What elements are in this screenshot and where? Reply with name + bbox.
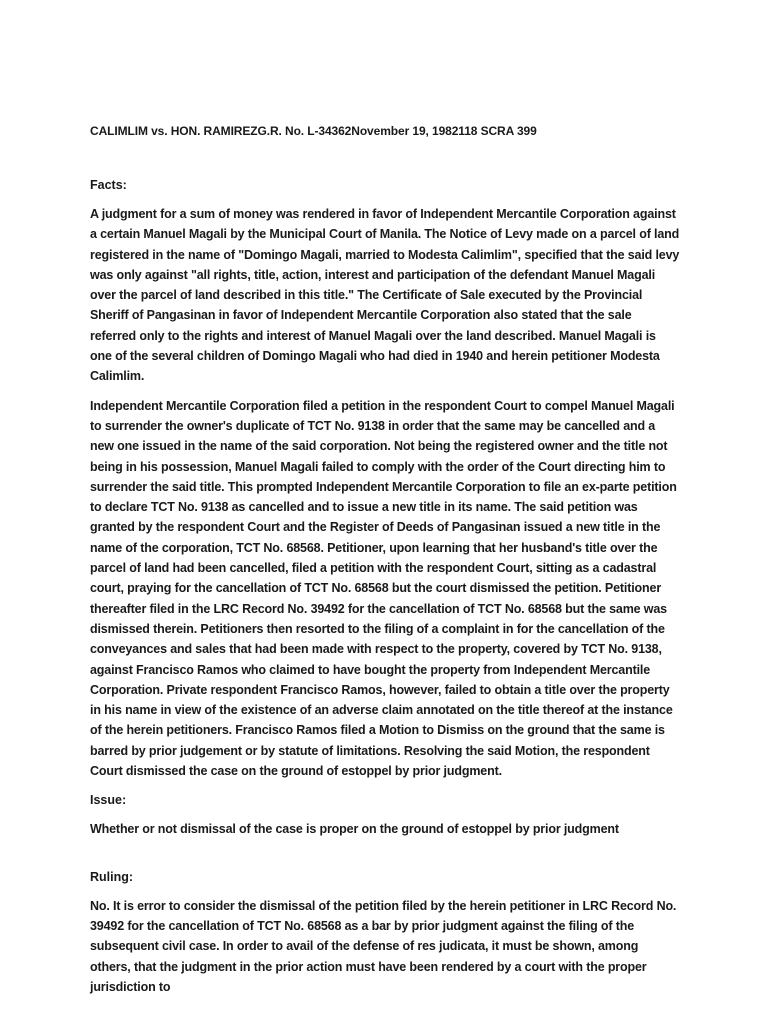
facts-heading: Facts:	[90, 178, 127, 192]
ruling-text: No. It is error to consider the dismissal of the petition filed by the herein petitioner in LRC Record No. 39492 for the cancellation of TCT No. 68568 as a bar by prior judgment against the filing of the subsequent civil case. In order to avail of the defense of res judicata, it must be shown, among others, that the judgment in the prior action must have been rendered by a court with the proper jurisdiction to	[90, 898, 677, 994]
facts-paragraph-1: A judgment for a sum of money was rendered in favor of Independent Mercantile Corporation against a certain Manuel Magali by the Municipal Court of Manila. The Notice of Levy made on a parcel of land registered in the name of "Domingo Magali, married to Modesta Calimlim", specified that the said levy was only against "all rights, title, action, interest and participation of the defendant Manuel Magali over the parcel of land described in this title." The Certificate of Sale executed by the Provincial Sheriff of Pangasinan in favor of Independent Mercantile Corporation also stated that the sale referred only to the rights and interest of Manuel Magali over the land described. Manuel Magali is one of the several children of Domingo Magali who had died in 1940 and herein petitioner Modesta Calimlim.	[90, 207, 680, 384]
issue-heading: Issue:	[90, 793, 127, 808]
document-body	[90, 124, 680, 1006]
ruling-heading: Ruling:	[90, 869, 134, 884]
facts-paragraph-2: Independent Mercantile Corporation filed a petition in the respondent Court to compel Manuel Magali to surrender the owner's duplicate of TCT No. 9138 in order that the same may be cancelled and a new one issued in the name of the said corporation. Not being the registered owner and the title not being in his possession, Manuel Magali failed to comply with the order of the Court directing him to surrender the said title. This prompted Independent Mercantile Corporation to file an ex-parte petition to declare TCT No. 9138 as cancelled and to issue a new title in its name. The said petition was granted by the respondent Court and the Register of Deeds of Pangasinan issued a new title in the name of the corporation, TCT No. 68568. Petitioner, upon learning that her husband's title over the parcel of land had been cancelled, filed a petition with the respondent Court, sitting as a cadastral court, praying for the cancellation of TCT No. 68568 but the court dismissed the petition. Petitioner thereafter filed in the LRC Record No. 39492 for the cancellation of TCT No. 68568 but the same was dismissed therein. Petitioners then resorted to the filing of a complaint in for the cancellation of the conveyances and sales that had been made with respect to the property, covered by TCT No. 9138, against Francisco Ramos who claimed to have bought the property from Independent Mercantile Corporation. Private respondent Francisco Ramos, however, failed to obtain a title over the property in his name in view of the existence of an adverse claim annotated on the title thereof at the instance of the herein petitioners. Francisco Ramos filed a Motion to Dismiss on the ground that the same is barred by prior judgement or by statute of limitations. Resolving the said Motion, the respondent Court dismissed the case on the ground of estoppel by prior judgment.	[90, 398, 677, 779]
case-title: CALIMLIM vs. HON. RAMIREZG.R. No. L-34362November 19, 1982118 SCRA 399	[90, 124, 537, 138]
issue-text: Whether or not dismissal of the case is proper on the ground of estoppel by prior judgment	[90, 822, 619, 837]
